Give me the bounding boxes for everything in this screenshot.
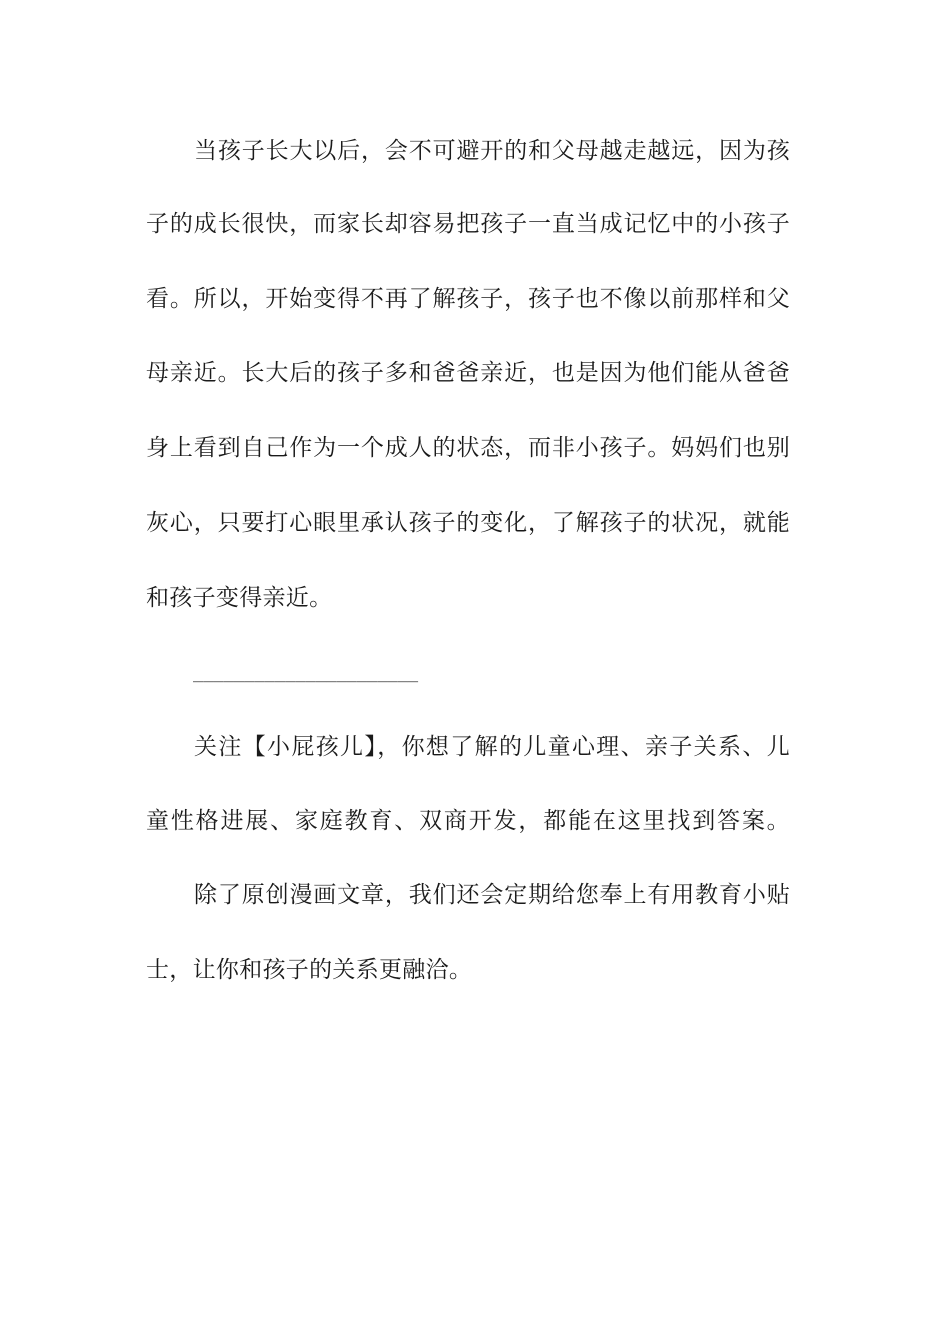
paragraph-1-line-3: 看。所以，开始变得不再了解孩子，孩子也不像以前那样和父 [146,286,790,312]
paragraph-3-line-1: 除了原创漫画文章，我们还会定期给您奉上有用教育小贴 [194,882,790,908]
paragraph-3-line-2: 士，让你和孩子的关系更融洽。 [146,957,473,983]
paragraph-1-line-2: 子的成长很快，而家长却容易把孩子一直当成记忆中的小孩子 [146,211,790,237]
paragraph-2-line-1: 关注【小屁孩儿】，你想了解的儿童心理、亲子关系、儿 [194,734,790,760]
paragraph-1-line-6: 灰心，只要打心眼里承认孩子的变化，了解孩子的状况，就能 [146,510,790,536]
paragraph-1-line-5: 身上看到自己作为一个成人的状态，而非小孩子。妈妈们也别 [146,435,790,461]
paragraph-1-line-4: 母亲近。长大后的孩子多和爸爸亲近，也是因为他们能从爸爸 [146,360,790,386]
paragraph-1-line-7: 和孩子变得亲近。 [146,585,333,611]
paragraph-2-line-2: 童性格进展、家庭教育、双商开发，都能在这里找到答案。 [146,808,790,834]
paragraph-1-line-1: 当孩子长大以后，会不可避开的和父母越走越远，因为孩 [194,138,790,164]
divider-line: ______________________ [193,663,419,683]
